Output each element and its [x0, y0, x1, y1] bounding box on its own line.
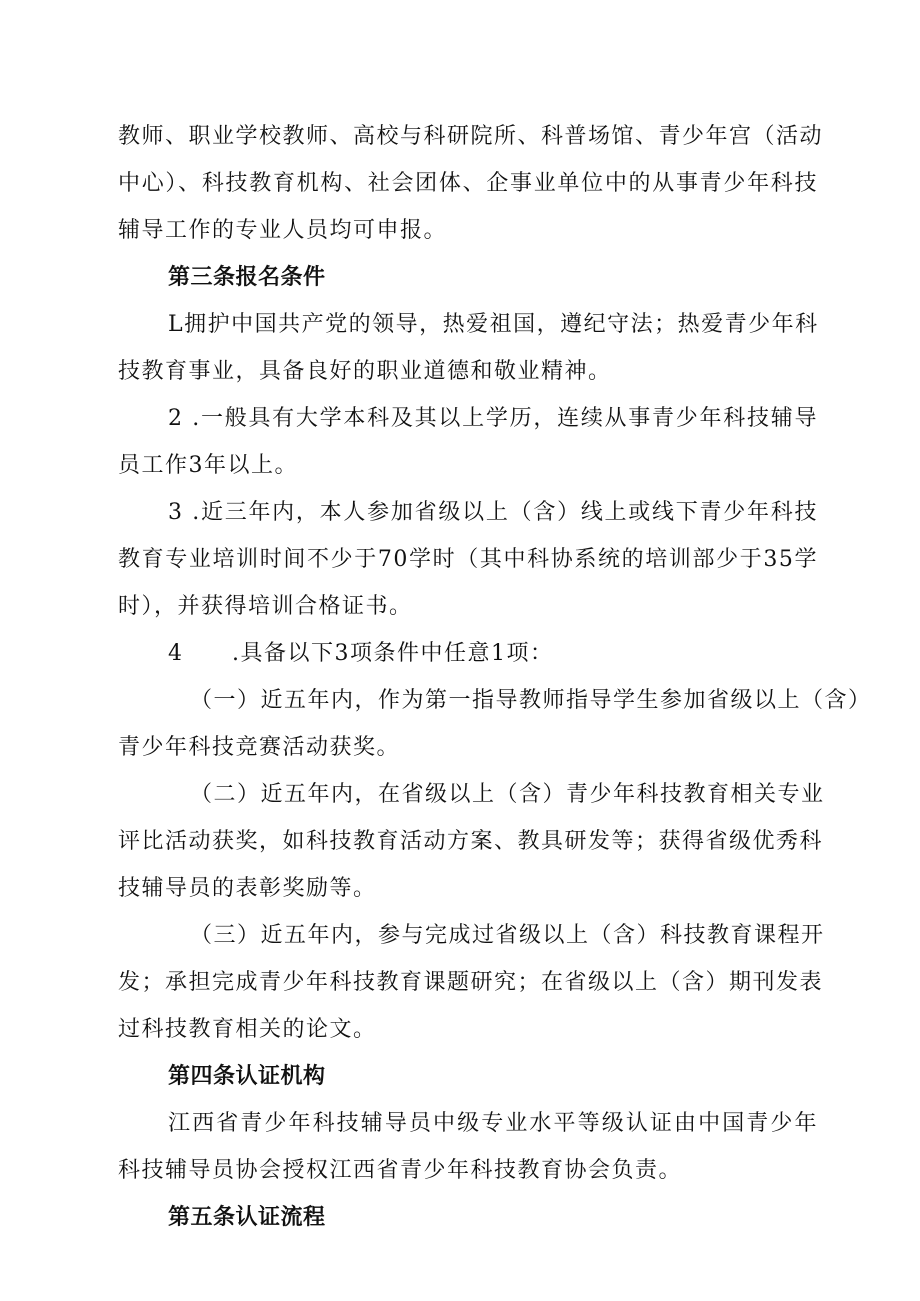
article-4-title: 第四条认证机构 [168, 1064, 326, 1089]
sub-item-2-line-1: （二）近五年内，在省级以上（含）青少年科技教育相关专业 [190, 782, 825, 807]
sub-item-2-line-3: 技辅导员的表彰奖励等。 [118, 876, 377, 901]
article-5-title: 第五条认证流程 [168, 1205, 326, 1230]
intro-line-2: 中心）、科技教育机构、社会团体、企事业单位中的从事青少年科技 [118, 171, 818, 196]
sub-item-3-line-3: 过科技教育相关的论文。 [118, 1017, 377, 1042]
intro-line-3: 辅导工作的专业人员均可申报。 [118, 218, 448, 243]
sub-item-1-line-1: （一）近五年内，作为第一指导教师指导学生参加省级以上（含） [190, 688, 872, 713]
sub-item-3-line-1: （三）近五年内，参与完成过省级以上（含）科技教育课程开 [190, 923, 825, 948]
item-4-number: 4 [168, 641, 182, 666]
item-3-line-2: 教育专业培训时间不少于70学时（其中科协系统的培训部少于35学 [118, 547, 818, 572]
sub-item-1-line-2: 青少年科技竞赛活动获奖。 [118, 735, 401, 760]
sub-item-2-line-2: 评比活动获奖，如科技教育活动方案、教具研发等；获得省级优秀科 [118, 829, 824, 854]
article-4-line-1: 江西省青少年科技辅导员中级专业水平等级认证由中国青少年 [168, 1111, 818, 1136]
item-2-line-2: 员工作3年以上。 [118, 453, 298, 478]
item-4-text: .具备以下3项条件中任意1项： [232, 641, 554, 666]
item-3-line-1: 3 .近三年内，本人参加省级以上（含）线上或线下青少年科技 [168, 500, 818, 525]
item-3-line-3: 时），并获得培训合格证书。 [118, 594, 413, 619]
intro-line-1: 教师、职业学校教师、高校与科研院所、科普场馆、青少年宫（活动 [118, 124, 824, 149]
article-3-title: 第三条报名条件 [168, 265, 326, 290]
article-4-line-2: 科技辅导员协会授权江西省青少年科技教育协会负责。 [118, 1158, 683, 1183]
item-1-line-2: 技教育事业，具备良好的职业道德和敬业精神。 [118, 359, 612, 384]
sub-item-3-line-2: 发；承担完成青少年科技教育课题研究；在省级以上（含）期刊发表 [118, 970, 824, 995]
item-2-line-1: 2 .一般具有大学本科及其以上学历，连续从事青少年科技辅导 [168, 406, 818, 431]
item-1-line-1: L拥护中国共产党的领导，热爱祖国，遵纪守法；热爱青少年科 [168, 312, 819, 337]
